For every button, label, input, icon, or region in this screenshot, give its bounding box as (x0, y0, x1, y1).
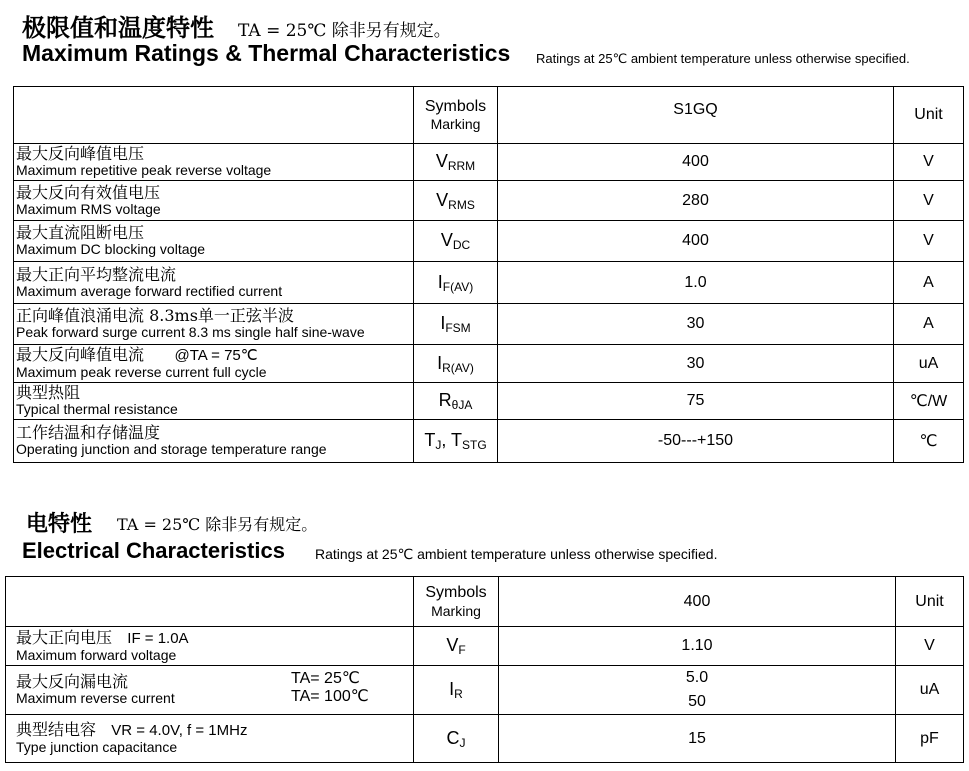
row-value: 280 (498, 181, 894, 221)
row-value-100c: 50 (688, 693, 706, 710)
row-symbol: $V_{RMS}$ (414, 181, 498, 221)
table-row (14, 345, 964, 383)
maximum-ratings-table (13, 86, 964, 463)
row-value: 15 (499, 715, 896, 763)
row-symbol: $V_F$ (414, 627, 499, 666)
header-symbols-label: Symbols (425, 584, 487, 602)
row-value (499, 666, 896, 715)
table-row (14, 221, 964, 262)
row-value: 75 (498, 383, 894, 420)
row-label-en: Maximum repetitive peak reverse voltage (16, 162, 272, 179)
row-symbol: $V_{RRM}$ (414, 144, 498, 181)
row-symbol: $I_{F(AV)}$ (414, 262, 498, 304)
row-value: 1.0 (498, 262, 894, 304)
row-label-cn: 最大反向峰值电流 (16, 345, 145, 365)
row-label-en: Operating junction and storage temperature range (16, 441, 327, 458)
row-label-cn: 典型结电容 (16, 720, 97, 740)
header-symbols-label: Symbols (424, 97, 487, 115)
row-value: -50---+150 (498, 420, 894, 463)
row-value: 400 (498, 144, 894, 181)
header-blank-cell (14, 87, 414, 144)
row-label-en: Maximum average forward rectified current (16, 282, 283, 299)
table-row (6, 627, 964, 666)
row-unit: uA (896, 666, 964, 715)
row-label-cn: 典型热阻 (16, 383, 81, 403)
header-blank-cell (6, 577, 414, 627)
table-row (14, 304, 964, 345)
table-row (14, 262, 964, 304)
row-unit: A (894, 262, 964, 304)
row-label-en: Maximum DC blocking voltage (16, 241, 206, 258)
row-value: 1.10 (499, 627, 896, 666)
row-condition: @TA = 75℃ (174, 347, 258, 365)
row-symbol: $I_R$ (414, 666, 499, 715)
row-unit: V (894, 221, 964, 262)
row-symbol: $V_{DC}$ (414, 221, 498, 262)
row-label-en: Type junction capacitance (16, 739, 178, 756)
section2-note: Ratings at 25℃ ambient temperature unless otherwise specified. (315, 546, 718, 562)
row-unit: ℃ (894, 420, 964, 463)
table-row (14, 181, 964, 221)
section2-condition: TA = 25℃ 除非另有规定。 (117, 515, 318, 534)
section1-note: Ratings at 25℃ ambient temperature unless otherwise specified. (536, 51, 910, 66)
table-row (14, 420, 964, 463)
row-unit: uA (894, 345, 964, 383)
row-label-cn: 最大正向平均整流电流 (16, 264, 177, 284)
row-label-cn: 最大直流阻断电压 (16, 223, 145, 243)
table-header-row (6, 577, 964, 627)
row-symbol: $I_{R(AV)}$ (414, 345, 498, 383)
row-unit: pF (896, 715, 964, 763)
row-symbol: $I_{FSM}$ (414, 304, 498, 345)
section1-title-cn: 极限值和温度特性 (22, 13, 214, 42)
row-label-cn: 最大反向峰值电压 (16, 144, 145, 164)
table-row (6, 715, 964, 763)
row-label-cn: 最大反向有效值电压 (16, 182, 161, 202)
header-unit-cell: Unit (894, 87, 964, 144)
row-symbol: $C_J$ (414, 715, 499, 763)
table-row (14, 383, 964, 420)
row-unit: A (894, 304, 964, 345)
section1-condition: TA = 25℃ 除非另有规定。 (238, 21, 451, 41)
row-label-cn: 最大反向漏电流 (16, 672, 129, 692)
row-condition: VR = 4.0V, f = 1MHz (111, 722, 248, 740)
table-row (14, 144, 964, 181)
row-label-en: Maximum RMS voltage (16, 200, 161, 217)
row-condition-100c: TA= 100℃ (291, 688, 369, 706)
row-value: 30 (498, 304, 894, 345)
row-symbol: $R_{\theta JA}$ (414, 383, 498, 420)
row-label-cn: 工作结温和存储温度 (16, 423, 161, 443)
header-part-cell: S1GQ (498, 87, 894, 144)
row-unit: ℃/W (894, 383, 964, 420)
row-symbol: $T_J$, $T_{STG}$ (414, 420, 498, 463)
electrical-characteristics-table (5, 576, 964, 763)
header-marking-label: Marking (430, 116, 481, 133)
row-value: 30 (498, 345, 894, 383)
row-label-en: Maximum forward voltage (16, 646, 177, 663)
header-symbols-cell (414, 87, 498, 144)
header-part-cell: 400 (499, 577, 896, 627)
row-unit: V (894, 181, 964, 221)
row-unit: V (894, 144, 964, 181)
table-row (6, 666, 964, 715)
header-marking-label: Marking (431, 602, 481, 619)
header-unit-cell: Unit (896, 577, 964, 627)
row-label-en: Maximum peak reverse current full cycle (16, 364, 267, 381)
row-label-en: Maximum reverse current (16, 690, 175, 707)
row-condition-25c: TA= 25℃ (291, 670, 360, 687)
row-condition: IF = 1.0A (127, 629, 189, 647)
section2-title-cn: 电特性 (26, 511, 93, 537)
table-header-row (14, 87, 964, 144)
row-label-cn: 最大正向电压 (16, 627, 113, 647)
header-symbols-cell (414, 577, 499, 627)
row-value-25c: 5.0 (685, 669, 709, 686)
section2-title-en: Electrical Characteristics (22, 538, 285, 563)
row-value: 400 (498, 221, 894, 262)
section1-title-en: Maximum Ratings & Thermal Characteristics (22, 40, 511, 66)
row-label-en: Peak forward surge current 8.3 ms single half sine-wave (16, 324, 365, 341)
row-label-cn: 正向峰值浪涌电流 8.3ms单一正弦半波 (16, 306, 294, 326)
row-label-en: Typical thermal resistance (16, 401, 178, 418)
row-unit: V (896, 627, 964, 666)
